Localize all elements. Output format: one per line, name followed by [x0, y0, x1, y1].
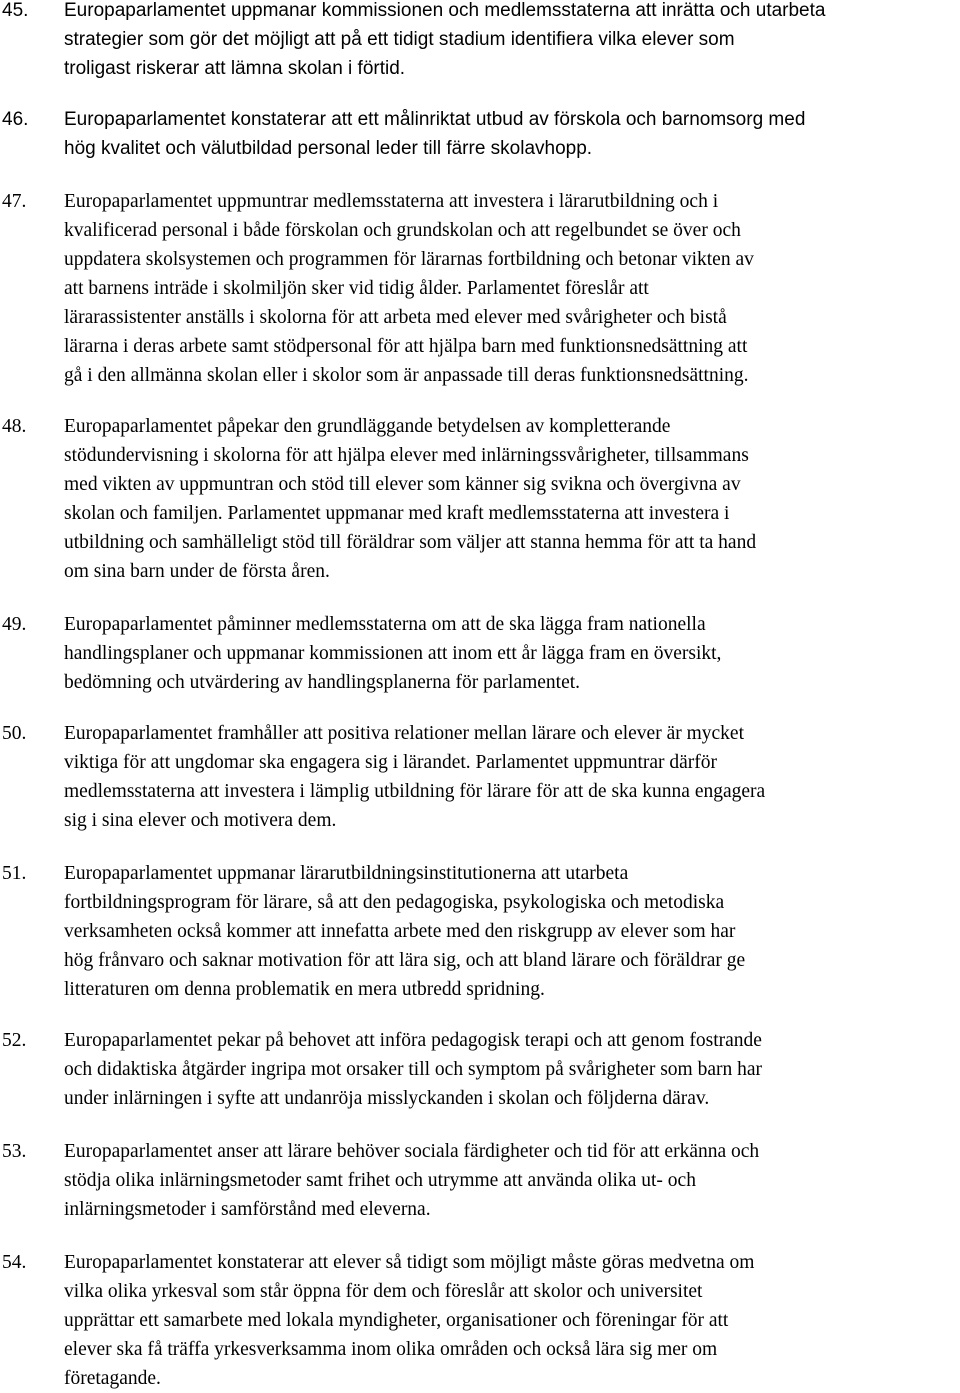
- paragraph-text: [64, 1026, 958, 1113]
- text-line: Europaparlamentet konstaterar att elever så tidigt som möjligt måste göras medvetna om: [64, 1252, 755, 1273]
- text-line: upprättar ett samarbete med lokala myndigheter, organisationer och föreningar för att: [64, 1310, 729, 1331]
- text-line: sig i sina elever och motivera dem.: [64, 810, 337, 831]
- text-line: Europaparlamentet påminner medlemsstaterna om att de ska lägga fram nationella: [64, 614, 706, 635]
- paragraph-text: [64, 187, 958, 390]
- text-line: stödundervisning i skolorna för att hjälpa elever med inlärningssvårigheter, tillsammans: [64, 445, 749, 466]
- paragraph-number: 46.: [2, 109, 29, 130]
- paragraph-text: [64, 105, 958, 163]
- text-line: Europaparlamentet konstaterar att ett målinriktat utbud av förskola och barnomsorg med: [64, 109, 806, 130]
- text-line: strategier som gör det möjligt att på ett tidigt stadium identifiera vilka elever som: [64, 29, 735, 50]
- text-line: lärarassistenter anställs i skolorna för att arbeta med elever med svårigheter och bistå: [64, 307, 727, 328]
- paragraph-number: 47.: [2, 191, 27, 212]
- text-line: Europaparlamentet anser att lärare behöver sociala färdigheter och tid för att erkänna och: [64, 1141, 760, 1162]
- text-line: medlemsstaterna att investera i lämplig utbildning för lärare för att de ska kunna engagera: [64, 781, 766, 802]
- text-line: Europaparlamentet uppmanar kommissionen och medlemsstaterna att inrätta och utarbeta: [64, 0, 826, 21]
- text-line: litteraturen om denna problematik en mera utbredd spridning.: [64, 979, 545, 1000]
- paragraph-number: 53.: [2, 1141, 27, 1162]
- paragraph-number: 51.: [2, 863, 27, 884]
- text-line: Europaparlamentet uppmanar lärarutbildningsinstitutionerna att utarbeta: [64, 863, 629, 884]
- paragraph-text: [64, 859, 958, 1004]
- text-line: att barnens inträde i skolmiljön sker vid tidig ålder. Parlamentet föreslår att: [64, 278, 649, 299]
- text-line: hög kvalitet och välutbildad personal leder till färre skolavhopp.: [64, 138, 593, 159]
- text-line: fortbildningsprogram för lärare, så att den pedagogiska, psykologiska och metodiska: [64, 892, 725, 913]
- paragraph-text: [64, 1248, 958, 1393]
- text-line: under inlärningen i syfte att undanröja misslyckanden i skolan och följderna därav.: [64, 1088, 710, 1109]
- text-line: inlärningsmetoder i samförstånd med eleverna.: [64, 1199, 431, 1220]
- text-line: och didaktiska åtgärder ingripa mot orsaker till och symptom på svårigheter som barn har: [64, 1059, 763, 1080]
- text-line: Europaparlamentet påpekar den grundläggande betydelsen av kompletterande: [64, 416, 671, 437]
- paragraph-number: 48.: [2, 416, 27, 437]
- text-line: om sina barn under de första åren.: [64, 561, 330, 582]
- text-line: gå i den allmänna skolan eller i skolor som är anpassade till deras funktionsnedsättning.: [64, 365, 749, 386]
- text-line: vilka olika yrkesval som står öppna för dem och föreslår att skolor och universitet: [64, 1281, 703, 1302]
- paragraph-text: [64, 1137, 958, 1224]
- paragraph-number: 49.: [2, 614, 27, 635]
- text-line: viktiga för att ungdomar ska engagera sig i lärandet. Parlamentet uppmuntrar därför: [64, 752, 718, 773]
- text-line: kvalificerad personal i både förskolan och grundskolan och att regelbundet se över och: [64, 220, 741, 241]
- paragraph-text: [64, 412, 958, 586]
- text-line: lärarna i deras arbete samt stödpersonal för att hjälpa barn med funktionsnedsättning att: [64, 336, 748, 357]
- text-line: hög frånvaro och saknar motivation för att lära sig, och att bland lärare och föräldrar ge: [64, 950, 746, 971]
- paragraph-number: 52.: [2, 1030, 27, 1051]
- text-line: elever ska få träffa yrkesverksamma inom olika områden och också lära sig mer om: [64, 1339, 718, 1360]
- paragraph-text: [64, 0, 958, 83]
- paragraph-text: [64, 610, 958, 697]
- text-line: verksamheten också kommer att innefatta arbete med den riskgrupp av elever som har: [64, 921, 736, 942]
- paragraph-number: 45.: [2, 0, 29, 21]
- paragraph-text: [64, 719, 958, 835]
- text-line: uppdatera skolsystemen och programmen för lärarnas fortbildning och betonar vikten av: [64, 249, 754, 270]
- text-line: troligast riskerar att lämna skolan i förtid.: [64, 58, 406, 79]
- text-line: handlingsplaner och uppmanar kommissionen att inom ett år lägga fram en översikt,: [64, 643, 722, 664]
- text-line: Europaparlamentet framhåller att positiva relationer mellan lärare och elever är mycket: [64, 723, 744, 744]
- text-line: bedömning och utvärdering av handlingsplanerna för parlamentet.: [64, 672, 581, 693]
- paragraph-number: 50.: [2, 723, 27, 744]
- text-line: Europaparlamentet pekar på behovet att införa pedagogisk terapi och att genom fostrande: [64, 1030, 762, 1051]
- text-line: Europaparlamentet uppmuntrar medlemsstaterna att investera i lärarutbildning och i: [64, 191, 719, 212]
- text-line: stödja olika inlärningsmetoder samt frihet och utrymme att använda olika ut- och: [64, 1170, 696, 1191]
- text-line: skolan och familjen. Parlamentet uppmanar med kraft medlemsstaterna att investera i: [64, 503, 730, 524]
- paragraph-number: 54.: [2, 1252, 27, 1273]
- text-line: företagande.: [64, 1368, 161, 1389]
- text-line: utbildning och samhälleligt stöd till föräldrar som väljer att stanna hemma för att ta hand: [64, 532, 757, 553]
- text-line: med vikten av uppmuntran och stöd till elever som känner sig svikna och övergivna av: [64, 474, 741, 495]
